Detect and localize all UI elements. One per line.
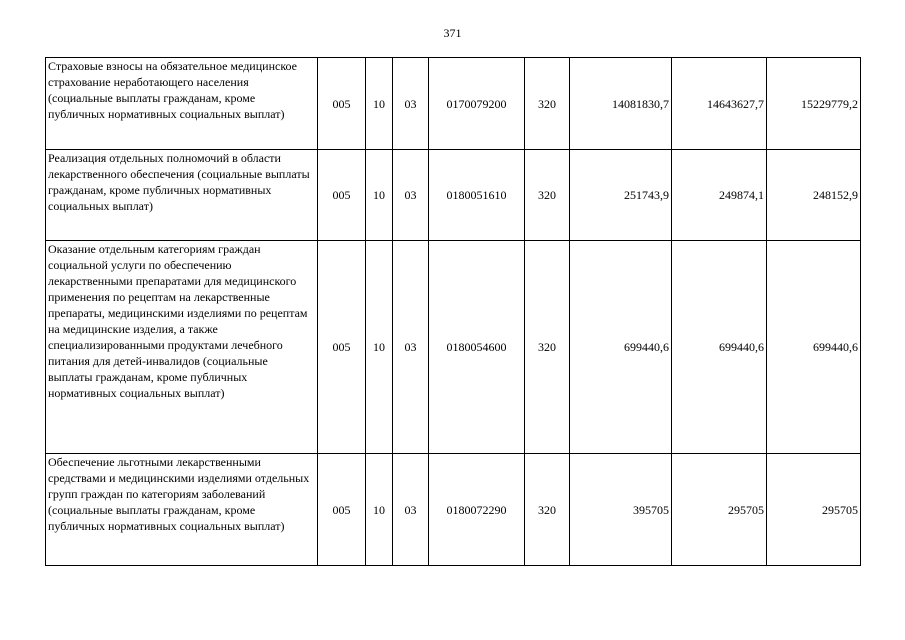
row-ministry-code: 005	[318, 150, 366, 241]
budget-table	[45, 57, 861, 566]
row-subsection-code: 03	[393, 150, 429, 241]
row-section-code: 10	[366, 454, 393, 566]
table-row	[46, 58, 861, 150]
row-section-code: 10	[366, 58, 393, 150]
row-target-article: 0180051610	[429, 150, 525, 241]
row-subsection-code: 03	[393, 241, 429, 454]
row-target-article: 0180054600	[429, 241, 525, 454]
row-amount-2: 14643627,7	[672, 58, 767, 150]
row-section-code: 10	[366, 241, 393, 454]
row-ministry-code: 005	[318, 58, 366, 150]
row-expense-type: 320	[525, 454, 570, 566]
row-amount-2: 295705	[672, 454, 767, 566]
row-ministry-code: 005	[318, 241, 366, 454]
row-description: Оказание отдельным категориям граждан социальной услуги по обеспечению лекарственными препаратами для медицинского применения по рецептам на лекарственные препараты, медицинскими изделиями по рецептам на медицинские изделия, а также специализированными продуктами лечебного питания для детей-инвалидов (социальные выплаты гражданам, кроме публичных нормативных социальных выплат)	[46, 241, 318, 454]
row-amount-3: 15229779,2	[767, 58, 861, 150]
row-amount-3: 699440,6	[767, 241, 861, 454]
row-amount-3: 248152,9	[767, 150, 861, 241]
row-description: Реализация отдельных полномочий в области лекарственного обеспечения (социальные выплаты гражданам, кроме публичных нормативных социальных выплат)	[46, 150, 318, 241]
row-amount-2: 699440,6	[672, 241, 767, 454]
row-expense-type: 320	[525, 241, 570, 454]
row-ministry-code: 005	[318, 454, 366, 566]
table-row	[46, 150, 861, 241]
row-expense-type: 320	[525, 58, 570, 150]
row-description: Обеспечение льготными лекарственными средствами и медицинскими изделиями отдельных групп граждан по категориям заболеваний (социальные выплаты гражданам, кроме публичных нормативных социальных выплат)	[46, 454, 318, 566]
row-description: Страховые взносы на обязательное медицинское страхование неработающего населения (социальные выплаты гражданам, кроме публичных нормативных социальных выплат)	[46, 58, 318, 150]
row-amount-1: 251743,9	[570, 150, 672, 241]
table-row	[46, 454, 861, 566]
row-target-article: 0180072290	[429, 454, 525, 566]
table-row	[46, 241, 861, 454]
page-number: 371	[443, 26, 462, 40]
row-amount-1: 395705	[570, 454, 672, 566]
row-target-article: 0170079200	[429, 58, 525, 150]
row-section-code: 10	[366, 150, 393, 241]
row-amount-1: 699440,6	[570, 241, 672, 454]
row-subsection-code: 03	[393, 454, 429, 566]
row-subsection-code: 03	[393, 58, 429, 150]
row-amount-1: 14081830,7	[570, 58, 672, 150]
row-amount-3: 295705	[767, 454, 861, 566]
row-expense-type: 320	[525, 150, 570, 241]
row-amount-2: 249874,1	[672, 150, 767, 241]
